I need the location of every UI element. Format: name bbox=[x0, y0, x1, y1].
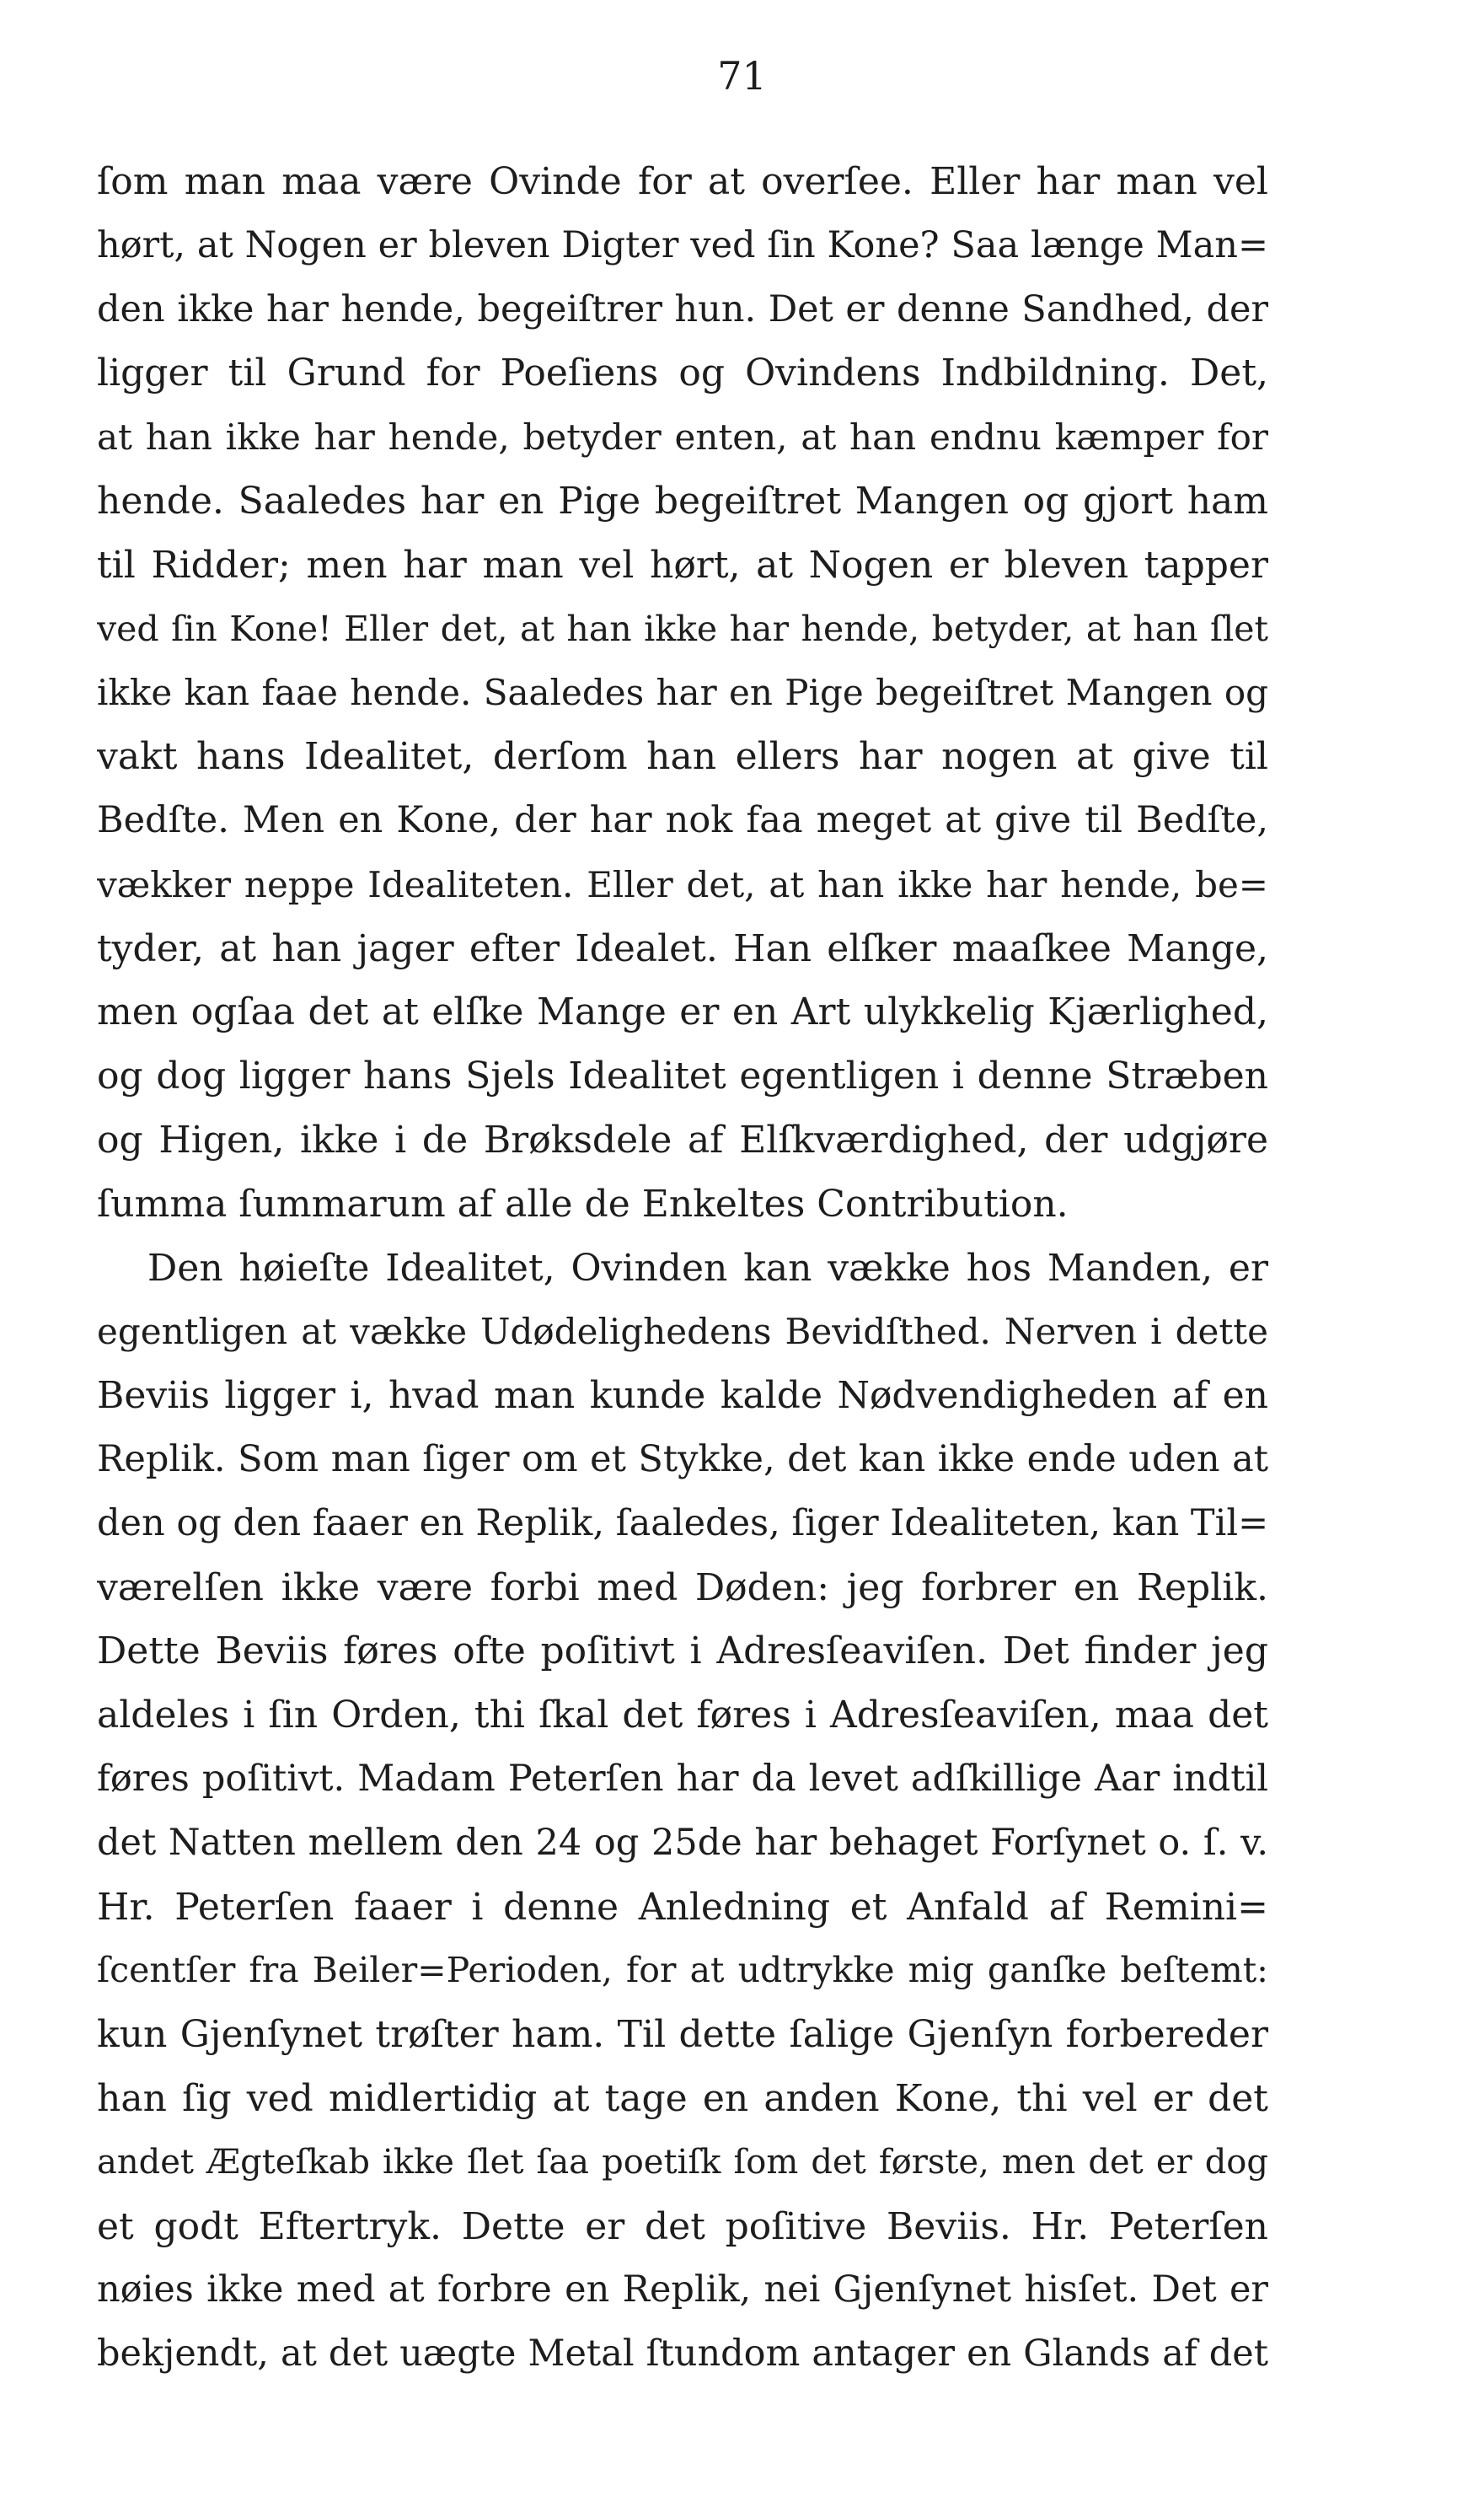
text-line: han ſig ved midlertidig at tage en anden Kone, thi vel er det bbox=[97, 2076, 1268, 2120]
text-line: Beviis ligger i, hvad man kunde kalde Nødvendigheden af en bbox=[97, 1374, 1268, 1418]
text-line: ved ſin Kone! Eller det, at han ikke har hende, betyder, at han ſlet bbox=[97, 608, 1268, 649]
text-line: Dette Beviis føres ofte poſitivt i Adresſeaviſen. Det finder jeg bbox=[97, 1629, 1268, 1673]
text-line: føres poſitivt. Madam Peterſen har da levet adſkillige Aar indtil bbox=[97, 1757, 1268, 1800]
text-line: kun Gjenſynet trøſter ham. Til dette ſalige Gjenſyn forbereder bbox=[97, 2013, 1268, 2057]
page-number: 71 bbox=[717, 53, 767, 99]
text-line: ikke kan faae hende. Saaledes har en Pige begeiſtret Mangen og bbox=[97, 672, 1268, 714]
text-line: Den høieſte Idealitet, Ovinden kan vække hos Manden, er bbox=[147, 1246, 1268, 1290]
text-line: hende. Saaledes har en Pige begeiſtret Mangen og gjort ham bbox=[97, 479, 1268, 523]
text-line: nøies ikke med at forbre en Replik, nei Gjenſynet hisſet. Det er bbox=[97, 2268, 1268, 2311]
text-line: og Higen, ikke i de Brøksdele af Elſkværdighed, der udgjøre bbox=[97, 1118, 1268, 1162]
text-line: den ikke har hende, begeiſtrer hun. Det er denne Sandhed, der bbox=[97, 287, 1268, 330]
text-line: vakt hans Idealitet, derſom han ellers har nogen at give til bbox=[97, 735, 1268, 779]
text-line: tyder, at han jager efter Idealet. Han elſker maaſkee Mange, bbox=[97, 926, 1268, 970]
text-line: det Natten mellem den 24 og 25de har behaget Forſynet o. ſ. v. bbox=[97, 1821, 1268, 1864]
text-line: andet Ægteſkab ikke ſlet ſaa poetiſk ſom det første, men det er dog bbox=[97, 2142, 1268, 2182]
text-body bbox=[97, 150, 1268, 2386]
text-line: den og den faaer en Replik, ſaaledes, ſiger Idealiteten, kan Til= bbox=[97, 1501, 1268, 1544]
text-line: egentligen at vække Udødelighedens Bevidſthed. Nerven i dette bbox=[97, 1311, 1268, 1353]
text-line: ligger til Grund for Poeſiens og Ovindens Indbildning. Det, bbox=[97, 352, 1268, 395]
text-line: vækker neppe Idealiteten. Eller det, at han ikke har hende, be= bbox=[97, 863, 1268, 905]
text-line: men ogſaa det at elſke Mange er en Art ulykkelig Kjærlighed, bbox=[97, 990, 1268, 1034]
text-line: til Ridder; men har man vel hørt, at Nogen er bleven tapper bbox=[97, 543, 1268, 587]
text-line: hørt, at Nogen er bleven Digter ved ſin Kone? Saa længe Man= bbox=[97, 223, 1268, 266]
text-line: Bedſte. Men en Kone, der har nok faa meget at give til Bedſte, bbox=[97, 798, 1268, 841]
text-line: ſcentſer fra Beiler=Perioden, for at udtrykke mig ganſke beſtemt: bbox=[97, 1950, 1268, 1991]
text-line: Hr. Peterſen faaer i denne Anledning et Anfald af Remini= bbox=[97, 1885, 1268, 1929]
text-line: ſumma ſummarum af alle de Enkeltes Contribution. bbox=[97, 1182, 1069, 1226]
text-line: aldeles i ſin Orden, thi ſkal det føres i Adresſeaviſen, maa det bbox=[97, 1694, 1268, 1737]
text-line: et godt Eftertryk. Dette er det poſitive Beviis. Hr. Peterſen bbox=[97, 2204, 1268, 2248]
text-line: Replik. Som man ſiger om et Stykke, det kan ikke ende uden at bbox=[97, 1437, 1268, 1480]
text-line: værelſen ikke være forbi med Døden: jeg forbrer en Replik. bbox=[97, 1565, 1268, 1609]
text-line: bekjendt, at det uægte Metal ſtundom antager en Glands af det bbox=[97, 2333, 1268, 2375]
text-line: og dog ligger hans Sjels Idealitet egentligen i denne Stræben bbox=[97, 1055, 1268, 1098]
text-line: at han ikke har hende, betyder enten, at han endnu kæmper for bbox=[97, 416, 1268, 459]
text-line: ſom man maa være Ovinde for at overſee. Eller har man vel bbox=[97, 160, 1268, 203]
